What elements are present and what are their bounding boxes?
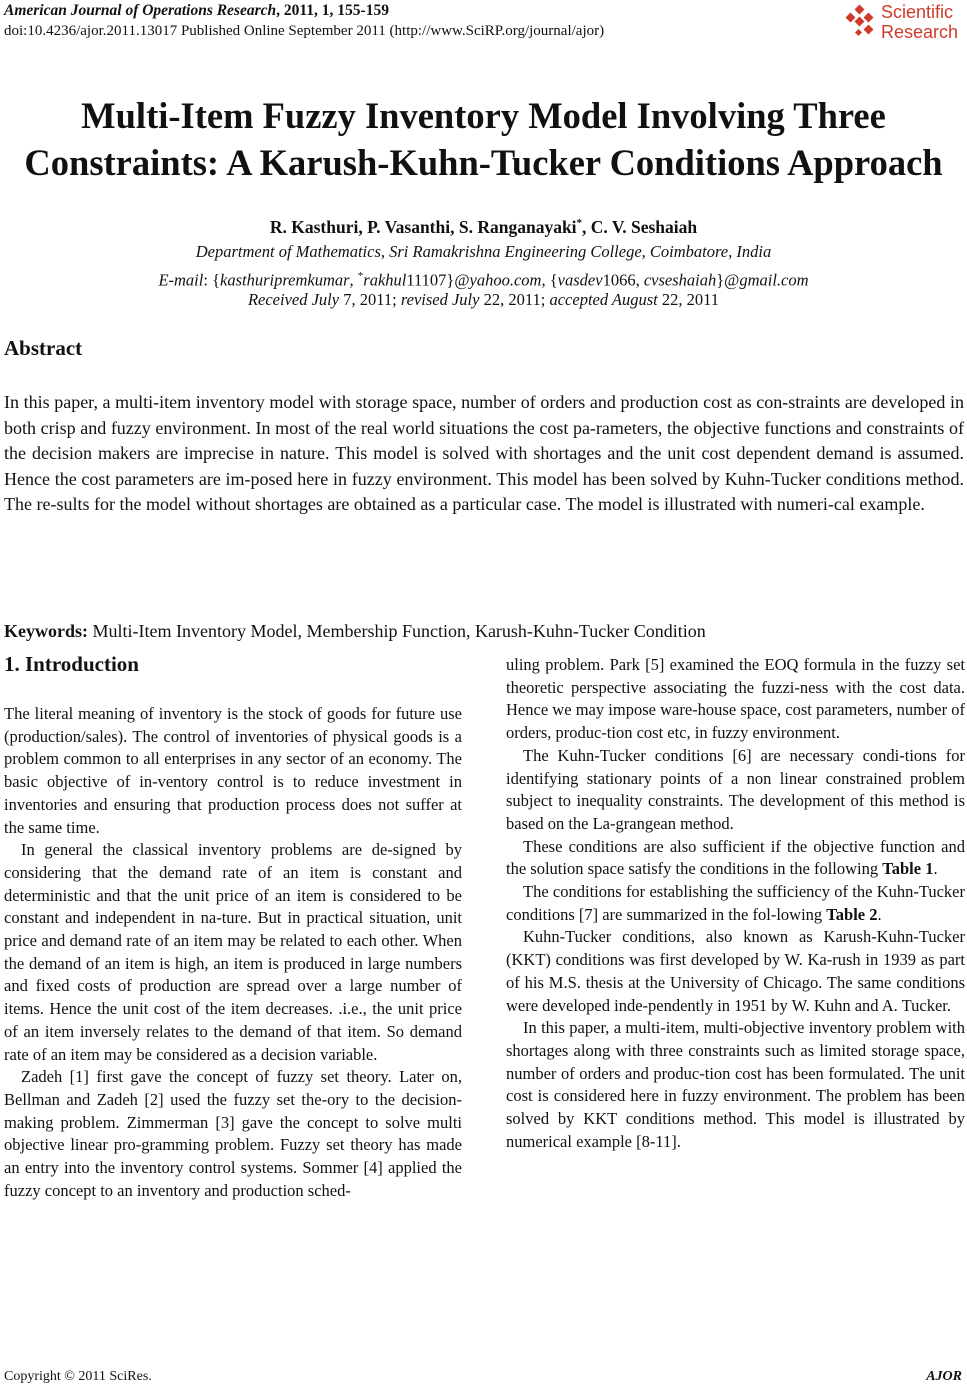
paragraph (506, 836, 965, 881)
revised-label: revised July (400, 290, 484, 309)
accepted-label: accepted August (549, 290, 662, 309)
paragraph (506, 881, 965, 926)
affil-sep: , (728, 242, 737, 261)
journal-abbreviation: AJOR (926, 1369, 962, 1384)
affil-department: Department of Mathematics (195, 242, 381, 261)
paper-title (0, 92, 967, 186)
table-2-reference[interactable]: Table 2 (826, 904, 878, 924)
copyright: Copyright © 2011 SciRes. (4, 1369, 152, 1384)
keywords-text: Multi-Item Inventory Model, Membership Function, Karush-Kuhn-Tucker Condition (88, 621, 706, 641)
table-1-reference[interactable]: Table 1 (882, 859, 934, 879)
abstract-heading: Abstract (4, 336, 83, 360)
affil-college: Sri Ramakrishna Engineering College (389, 242, 642, 261)
title-line-1: Multi-Item Fuzzy Inventory Model Involving Three (81, 95, 886, 136)
paragraph: In this paper, a multi-item, multi-objective inventory problem with shortages along with three constraints such as limited storage space, number of orders and produc-tion cost has been formulated. The unit cost is considered here in fuzzy environment. The problem has been solved by KKT conditions method. This model is illustrated by numerical example [8-11]. (506, 1018, 965, 1151)
email-line (0, 266, 967, 291)
affiliation (0, 242, 967, 262)
paragraph-text: . (933, 859, 938, 879)
email-domain: gmail.com (739, 270, 809, 290)
corresponding-mark: * (576, 217, 583, 230)
logo-line1: Scientific (881, 2, 954, 22)
doi-line: doi:10.4236/ajor.2011.13017 Published Online September 2011 (http://www.SciRP.org/journal/ajor) (4, 23, 605, 39)
email-user: rakhul (363, 270, 407, 290)
paragraph: Kuhn-Tucker conditions, also known as Karush-Kuhn-Tucker (KKT) conditions was first developed by W. Ka-rush in 1939 as part of his M.S. thesis at the University of Chicago. The same conditions were developed inde-pendently in 1951 by W. Kuhn and A. Tucker. (506, 927, 965, 1015)
email-sep: 1066, (602, 270, 644, 290)
scientific-research-logo-icon (845, 4, 879, 38)
received-label: Received July (247, 290, 344, 309)
email-label: E-mail (158, 270, 204, 290)
accepted-date: 22, 2011 (661, 290, 720, 309)
abstract-text: In this paper, a multi-item inventory model with storage space, number of orders and production cost as con-straints are developed in both crisp and fuzzy environment. In most of the real world situations the cost pa-rameters, the objective functions and constraints of the decision makers are imprecise in nature. This model is solved with shortages and the unit cost dependent demand is assumed. Hence the cost parameters are im-posed here in fuzzy environment. This model has been solved by Kuhn-Tucker conditions method. The re-sults for the model without shortages are obtained as a particular case. The model is illustrated with numeri-cal example. (4, 392, 964, 514)
paragraph: The Kuhn-Tucker conditions [6] are necessary condi-tions for identifying stationary points of a non linear constrained problem subject to inequality constraints. The development of this method is based on the La-grangean method. (506, 745, 965, 833)
email-user: cvseshaiah (643, 270, 717, 290)
affil-sep: , (641, 242, 650, 261)
affil-city: Coimbatore (649, 242, 729, 261)
authors (0, 217, 967, 238)
email-sep: : { (203, 270, 220, 290)
email-sep: }@ (716, 270, 740, 290)
paragraph: In general the classical inventory problems are de-signed by considering that the demand rate of an item is constant and deterministic and that the unit price of an item is considered to be constant and independent in na-ture. But in practical situation, unit price and demand rate of an item may be related to each other. When the demand of an item is high, an item is produced in large numbers and fixed costs of production are spread over a large number of items. Hence the unit cost of the item decreases. .i.e., the unit price of an item inversely relates to the demand of that item. So demand rate of an item may be considered as a decision variable. (4, 840, 462, 1064)
author-list: R. Kasthuri, P. Vasanthi, S. Ranganayaki (269, 217, 577, 237)
revised-date: 22, 2011; (483, 290, 550, 309)
affil-country: India (736, 242, 772, 261)
paragraph: Zadeh [1] first gave the concept of fuzzy set theory. Later on, Bellman and Zadeh [2] used the fuzzy set the-ory to the decision-making problem. Zimmerman [3] gave the concept to solve multi objective linear pro-gramming problem. Fuzzy set theory has made an entry into the inventory control systems. Sommer [4] applied the fuzzy concept to an inventory and production sched- (4, 1067, 462, 1200)
title-line-2: Constraints: A Karush-Kuhn-Tucker Conditions Approach (24, 142, 943, 183)
author-last: , C. V. Seshaiah (582, 217, 698, 237)
journal-header (4, 2, 389, 20)
right-column (506, 654, 965, 1153)
received-date: 7, 2011; (343, 290, 401, 309)
paragraph-text: The conditions for establishing the sufficiency of the Kuhn-Tucker conditions [7] are summarized in the fol-lowing (506, 882, 965, 924)
email-sep: , (349, 270, 358, 290)
email-domain: yahoo.com (469, 270, 542, 290)
keywords (4, 621, 706, 642)
journal-name: American Journal of Operations Research (4, 2, 277, 19)
page-footer (4, 1369, 962, 1385)
publisher-logo (845, 2, 965, 46)
logo-line2: Research (881, 22, 959, 42)
paragraph-text: These conditions are also sufficient if the objective function and the solution space satisfy the conditions in the following (506, 836, 965, 879)
left-column (4, 703, 462, 1202)
email-star: * (357, 270, 364, 282)
introduction-heading: 1. Introduction (4, 652, 139, 676)
paragraph-text: . (877, 904, 882, 924)
email-user: kasthuripremkumar (220, 270, 350, 290)
dates-line (0, 290, 967, 310)
paragraph: uling problem. Park [5] examined the EOQ formula in the fuzzy set theoretic perspective associating the fuzzi-ness with the cost data. Hence we may impose ware-house space, cost parameters, number of orders, produc-tion cost etc, in fuzzy environment. (506, 655, 965, 743)
email-sep: , { (541, 270, 558, 290)
email-user: vasdev (557, 270, 603, 290)
logo-text (881, 2, 958, 42)
paragraph: The literal meaning of inventory is the stock of goods for future use (production/sales). The control of inventories of physical goods is a problem common to all enterprises in any sector of an economy. The basic objective of in-ventory control is to reduce investment in inventories and ensuring that production process does not suffer at the same time. (4, 704, 462, 837)
keywords-label: Keywords: (4, 621, 88, 641)
email-sep: 11107}@ (406, 270, 470, 290)
affil-sep: , (380, 242, 390, 261)
journal-volume-info: , 2011, 1, 155-159 (276, 2, 389, 19)
